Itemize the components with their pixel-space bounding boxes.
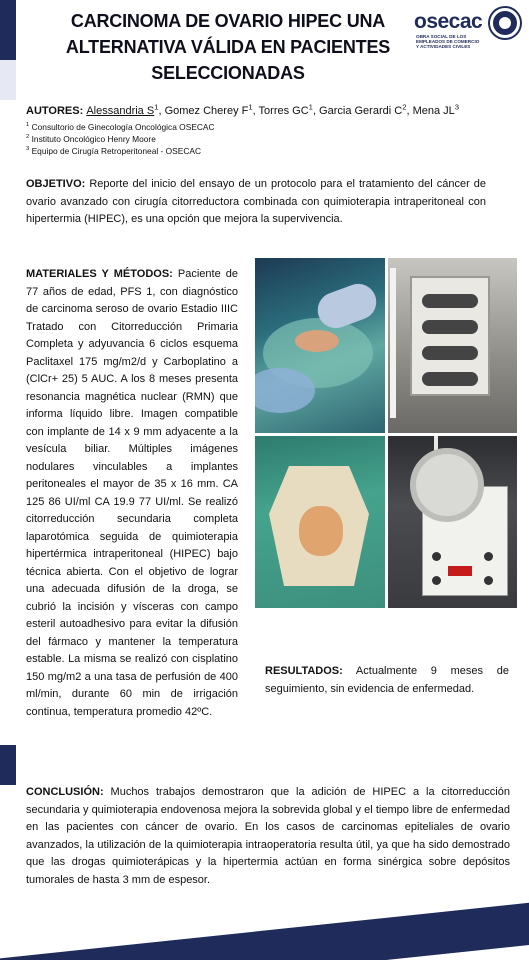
title-line-1: CARCINOMA DE OVARIO HIPEC UNA [70, 11, 386, 31]
author-4-sup: 2 [402, 102, 407, 112]
logo-subtitle-line-3: Y ACTIVIDADES CIVILES [416, 44, 471, 49]
author-4: , Garcia Gerardi C [312, 105, 403, 117]
first-author-sup: 1 [154, 102, 159, 112]
methods-text: Paciente de 77 años de edad, PFS 1, con diagnóstico de carcinoma seroso de ovario Estadio IIIC Tratado con Citorreducción Primaria Completa y adyuvancia 6 ciclos esquema Paclitaxel 175 mg/m2/d y Carboplatino a (ClCr+ 25) 5 AUC. A los 8 meses presenta resonancia magnética nuclear (RMN) que informa líquido libre. Imagen compatible con implante de 14 x 9 mm adyacente a la vesícula biliar. Múltiples imágenes nodulares vinculables a implantes peritoneales el mayor de 35 x 16 mm. CA 125 86 UI/ml CA 19.9 77 UI/ml. Se realizó citorreducción secundaria completa laparotómica seguida de quimioterapia hipertérmica intraperitoneal (HIPEC) bajo técnica abierta. Con el objetivo de lograr una adecuada difusión de la droga, se cubrió la incisión y vísceras con campo esteril autoadhesivo para evitar la difusión del fármaco y mantener la temperatura estable. La misma se realizó con cisplatino 150 mg/m2 a una tasa de perfusión de 400 ml/min, durante 60 min de irrigación continua, temperatura promedio 42ºC. [26, 268, 238, 718]
methods-section [26, 266, 238, 721]
objective-text: Reporte del inicio del ensayo de un protocolo para el tratamiento del cáncer de ovario avanzado con cirugía citorreductora combinada con quimioterapia intraperitoneal con hipertermia (HIPEC), es una opción que mejora la supervivencia. [26, 178, 486, 225]
authors-label: AUTORES [26, 105, 80, 117]
affiliations [26, 121, 426, 157]
left-decorative-band [0, 0, 16, 60]
surgery-photo-2 [255, 436, 385, 608]
results-text: Actualmente 9 meses de seguimiento, sin evidencia de enfermedad. [265, 665, 509, 695]
affiliation-3: $^3$ Equipo de Cirugía Retroperitoneal - OSECAC [26, 146, 202, 156]
conclusion-text: Muchos trabajos demostraron que la adición de HIPEC a la citorreducción secundaria y quimioterapia endovenosa mejora la sobrevida global y el tiempo libre de enfermedad en las pacientes con cáncer de ovario. En los casos de carcinomas epiteliales de ovario avanzados, la utilización de la quimioterapia intraoperatoria resulta útil, ya que ha sido demostrado que las drogas quimioterápicas y la hipertermia actúan en forma sinérgica sobre depósitos tumorales de hasta 3 mm de espesor. [26, 786, 510, 886]
author-5-sup: 3 [454, 102, 460, 112]
surgery-photo-1 [255, 258, 385, 433]
poster-title [58, 8, 398, 86]
author-5: , Mena JL [406, 105, 455, 117]
title-line-2: ALTERNATIVA VÁLIDA EN PACIENTES [65, 37, 391, 57]
photo-collage [255, 258, 517, 608]
conclusion-section [26, 784, 510, 889]
conclusion-label: CONCLUSIÓN: [26, 786, 104, 798]
author-2-sup: 1 [248, 102, 253, 112]
objective-label: OBJETIVO: [26, 178, 86, 190]
bottom-decorative-stripe [0, 880, 529, 960]
affiliation-1: $^1$ Consultorio de Ginecología Oncológica OSECAC [26, 122, 215, 132]
logo-subtitle-line-2: EMPLEADOS DE COMERCIO [416, 39, 480, 44]
objective-section [26, 176, 486, 229]
authors-line: AUTORES: Alessandria $S^1$, Gomez Cherey $F^1$, Torres $GC^1$, Garcia Gerardi $C^2$, Mena $JL^3$ [26, 102, 460, 117]
title-line-3: SELECCIONADAS [151, 63, 305, 83]
hipec-device-photo [388, 436, 517, 608]
author-3-sup: 1 [308, 102, 313, 112]
left-decorative-band-light [0, 60, 16, 100]
logo-wordmark: osecac [414, 10, 483, 33]
author-3: , Torres GC [252, 105, 309, 117]
author-2: , Gomez Cherey F [158, 105, 249, 117]
logo-subtitle-line-1: OBRA SOCIAL DE LOS [416, 34, 467, 39]
first-author: Alessandria S [86, 105, 155, 117]
logo-subtitle [416, 34, 506, 49]
methods-label: MATERIALES Y MÉTODOS: [26, 268, 173, 280]
results-label: RESULTADOS: [265, 665, 343, 677]
results-section [265, 663, 509, 698]
perfusion-pump-photo [388, 258, 517, 433]
left-decorative-band-mid [0, 745, 16, 785]
osecac-logo [412, 10, 524, 49]
affiliation-2: $^2$ Instituto Oncológico Henry Moore [26, 134, 156, 144]
